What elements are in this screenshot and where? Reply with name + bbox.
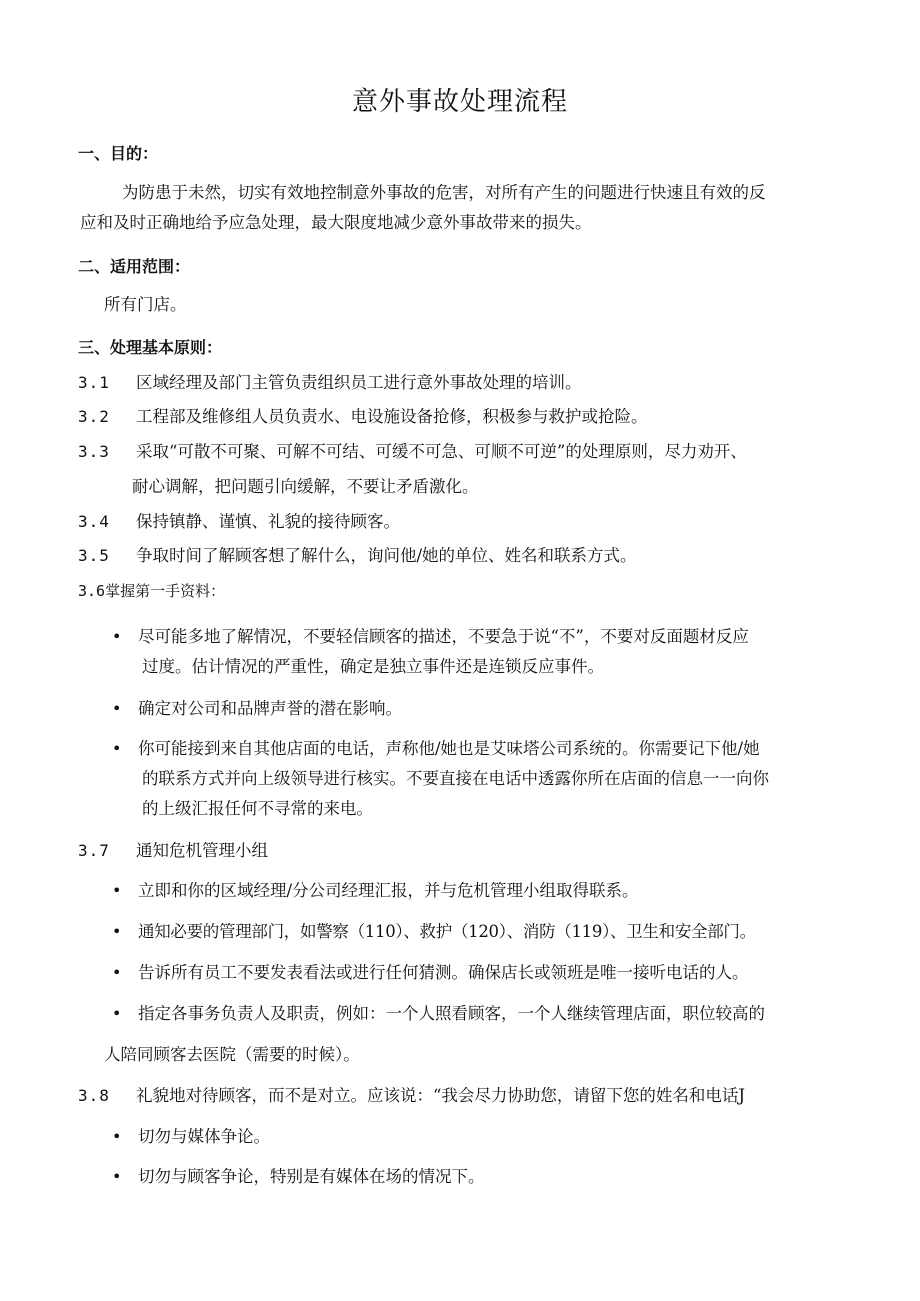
- bullet-3-6-3-line-1: 你可能接到来自其他店面的电话，声称他/她也是艾味塔公司系统的。你需要记下他/她: [138, 739, 760, 758]
- item-number-3-8: 3.8: [78, 1086, 110, 1105]
- bullet-3-6-3-line-3: 的上级汇报任何不寻常的来电。: [142, 799, 373, 818]
- bullet-3-7-4-line-1: 指定各事务负责人及职责，例如：一个人照看顾客，一个人继续管理店面，职位较高的: [138, 1004, 765, 1023]
- item-text-3-1: 区域经理及部门主管负责组织员工进行意外事故处理的培训。: [136, 373, 582, 392]
- item-number-3-7: 3.7: [78, 841, 110, 860]
- item-number-3-2: 3.2: [78, 407, 110, 426]
- bullet-3-8-2: 切勿与顾客争论，特别是有媒体在场的情况下。: [138, 1167, 485, 1186]
- bullet-3-6-2: 确定对公司和品牌声誉的潜在影响。: [138, 699, 402, 718]
- bullet-icon: •: [112, 739, 122, 758]
- bullet-icon: •: [112, 699, 122, 718]
- section-heading-purpose: 一、目的：: [78, 144, 159, 163]
- bullet-icon: •: [112, 1127, 122, 1146]
- bullet-icon: •: [112, 1167, 122, 1186]
- bullet-3-7-3: 告诉所有员工不要发表看法或进行任何猜测。确保店长或领班是唯一接听电话的人。: [138, 963, 749, 982]
- page-title: 意外事故处理流程: [351, 87, 568, 117]
- bullet-icon: •: [112, 963, 122, 982]
- purpose-line-1: 为防患于未然，切实有效地控制意外事故的危害，对所有产生的问题进行快速且有效的反: [122, 183, 766, 202]
- bullet-icon: •: [112, 881, 122, 900]
- bullet-3-8-1: 切勿与媒体争论。: [138, 1127, 270, 1146]
- section-heading-scope: 二、适用范围：: [78, 257, 191, 276]
- bullet-icon: •: [112, 922, 122, 941]
- item-text-3-3-cont: 耐心调解，把问题引向缓解，不要让矛盾激化。: [132, 477, 479, 496]
- bullet-3-6-1-line-2: 过度。估计情况的严重性，确定是独立事件还是连锁反应事件。: [142, 657, 604, 676]
- item-label-3-6: 3.6掌握第一手资料：: [78, 582, 226, 600]
- bullet-icon: •: [112, 627, 122, 646]
- item-number-3-4: 3.4: [78, 512, 110, 531]
- section-heading-principles: 三、处理基本原则：: [78, 338, 223, 357]
- scope-text: 所有门店。: [104, 295, 187, 314]
- item-text-3-5: 争取时间了解顾客想了解什么，询问他/她的单位、姓名和联系方式。: [136, 546, 637, 565]
- bullet-3-7-4-line-2: 人陪同顾客去医院（需要的时候）。: [104, 1045, 360, 1064]
- bullet-icon: •: [112, 1004, 122, 1023]
- item-number-3-3: 3.3: [78, 442, 110, 461]
- bullet-3-7-2: 通知必要的管理部门，如警察（110）、救护（120）、消防（119）、卫生和安全部门。: [138, 922, 756, 941]
- bullet-3-6-1-line-1: 尽可能多地了解情况，不要轻信顾客的描述，不要急于说“不”，不要对反面题材反应: [138, 627, 749, 646]
- bullet-3-7-1: 立即和你的区域经理/分公司经理汇报，并与危机管理小组取得联系。: [138, 881, 639, 900]
- item-text-3-7: 通知危机管理小组: [136, 841, 268, 860]
- item-text-3-8: 礼貌地对待顾客，而不是对立。应该说：“我会尽力协助您，请留下您的姓名和电话J: [136, 1086, 746, 1105]
- item-text-3-2: 工程部及维修组人员负责水、电设施设备抢修，积极参与救护或抢险。: [136, 407, 648, 426]
- item-text-3-4: 保持镇静、谨慎、礼貌的接待顾客。: [136, 512, 400, 531]
- item-number-3-5: 3.5: [78, 546, 110, 565]
- item-number-3-1: 3.1: [78, 373, 110, 392]
- item-text-3-3: 采取“可散不可聚、可解不可结、可缓不可急、可顺不可逆”的处理原则，尽力劝开、: [136, 442, 747, 461]
- bullet-3-6-3-line-2: 的联系方式并向上级领导进行核实。不要直接在电话中透露你所在店面的信息一一向你: [142, 769, 769, 788]
- purpose-line-2: 应和及时正确地给予应急处理，最大限度地减少意外事故带来的损失。: [80, 213, 592, 232]
